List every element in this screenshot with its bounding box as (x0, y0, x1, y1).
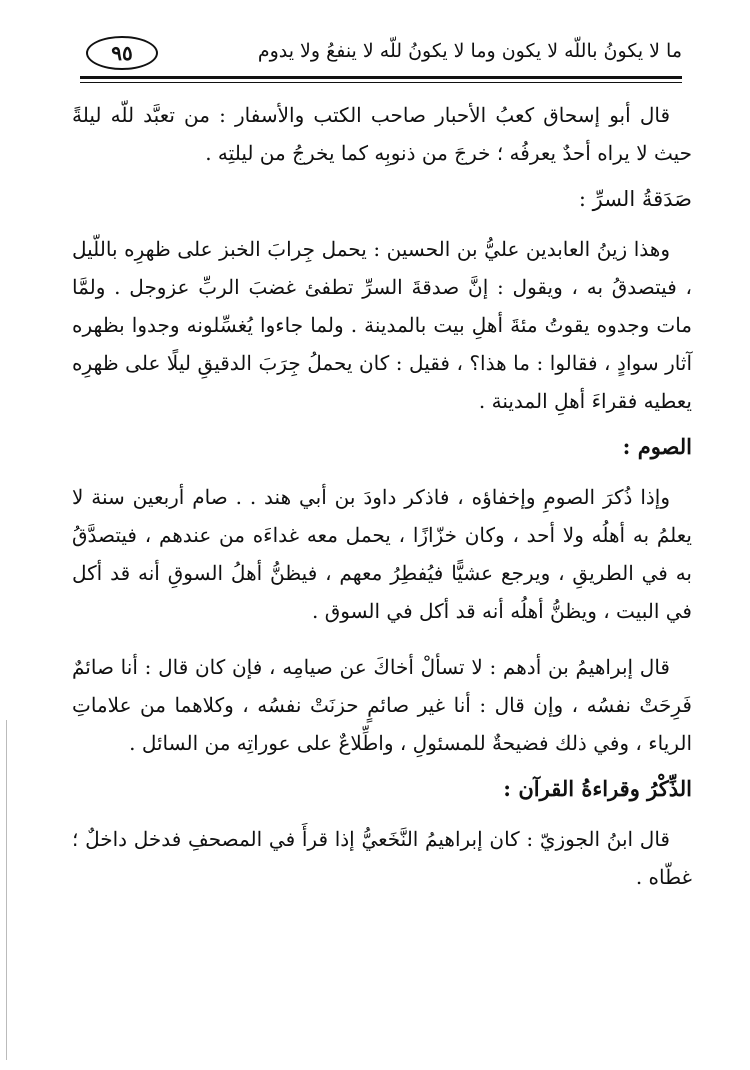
scan-edge-mark (6, 720, 7, 1060)
page-number: ٩٥ (86, 36, 158, 70)
heading-fasting: الصوم : (622, 434, 692, 459)
paragraph-dawud: وإذا ذُكرَ الصومِ وإخفاؤه ، فاذكر داودَ بن أبي هند . . صام أربعين سنة لا يعلمُ به أهلُه ولا أحد ، وكان خزّازًا ، يحمل معه غداءَه من عندهم ، فيتصدَّقُ به في الطريقِ ، ويرجع عشيًّا فيُفطِرُ معهم ، فيظنُّ أهلُ السوقِ أنه قد أكل في البيت ، ويظنُّ أهلُه أنه قد أكل في السوق . (72, 485, 692, 623)
paragraph-kaab: قال أبو إسحاق كعبُ الأحبار صاحب الكتب والأسفار : من تعبَّد للّه ليلةً حيث لا يراه أحدٌ يعرفُه ؛ خرجَ من ذنوبِه كما يخرجُ من ليلتِه . (72, 103, 692, 165)
spacer (72, 636, 692, 648)
paragraph-zayn-al-abidin: وهذا زينُ العابدين عليُّ بن الحسين : يحمل جِرابَ الخبز على ظهرِه باللّيل ، فيتصدقُ به ، ويقول : إنَّ صدقةَ السرِّ تطفئ غضبَ الربِّ عزوجل . ولمَّا مات وجدوه يقوتُ مئةَ أهلِ بيت بالمدينة . ولما جاءوا يُغسِّلونه وجدوا بظهره آثار سوادٍ ، فقالوا : ما هذا؟ ، فقيل : كان يحملُ جِرَبَ الدقيقِ ليلًا على ظهرِه يعطيه فقراءَ أهلِ المدينة . (72, 237, 692, 413)
paragraph-ibrahim-adham: قال إبراهيمُ بن أدهم : لا تسألْ أخاكَ عن صيامِه ، فإن كان قال : أنا صائمٌ فَرِحَتْ نفسُه ، وإن قال : أنا غير صائمٍ حزنَتْ نفسُه ، وكلاهما من علاماتِ الرياء ، وفي ذلك فضيحةٌ للمسئولِ ، واطِّلاعٌ على عوراتِه من السائل . (72, 655, 692, 755)
paragraph-ibn-al-jawzi: قال ابنُ الجوزيّ : كان إبراهيمُ النَّخَعيُّ إذا قرأَ في المصحفِ فدخل داخلٌ ؛ غطّاه . (72, 827, 692, 889)
header-rule-thick (80, 76, 682, 79)
page-header (80, 36, 682, 80)
heading-secret-charity: صَدَقةُ السرِّ : (578, 187, 692, 211)
running-title: ما لا يكونُ باللّه لا يكون وما لا يكونُ للّه لا ينفعُ ولا يدوم (257, 40, 682, 62)
heading-dhikr-quran: الذِّكْرُ وقراءةُ القرآن : (503, 776, 692, 801)
page-body (72, 96, 692, 902)
header-rule-thin (80, 82, 682, 83)
